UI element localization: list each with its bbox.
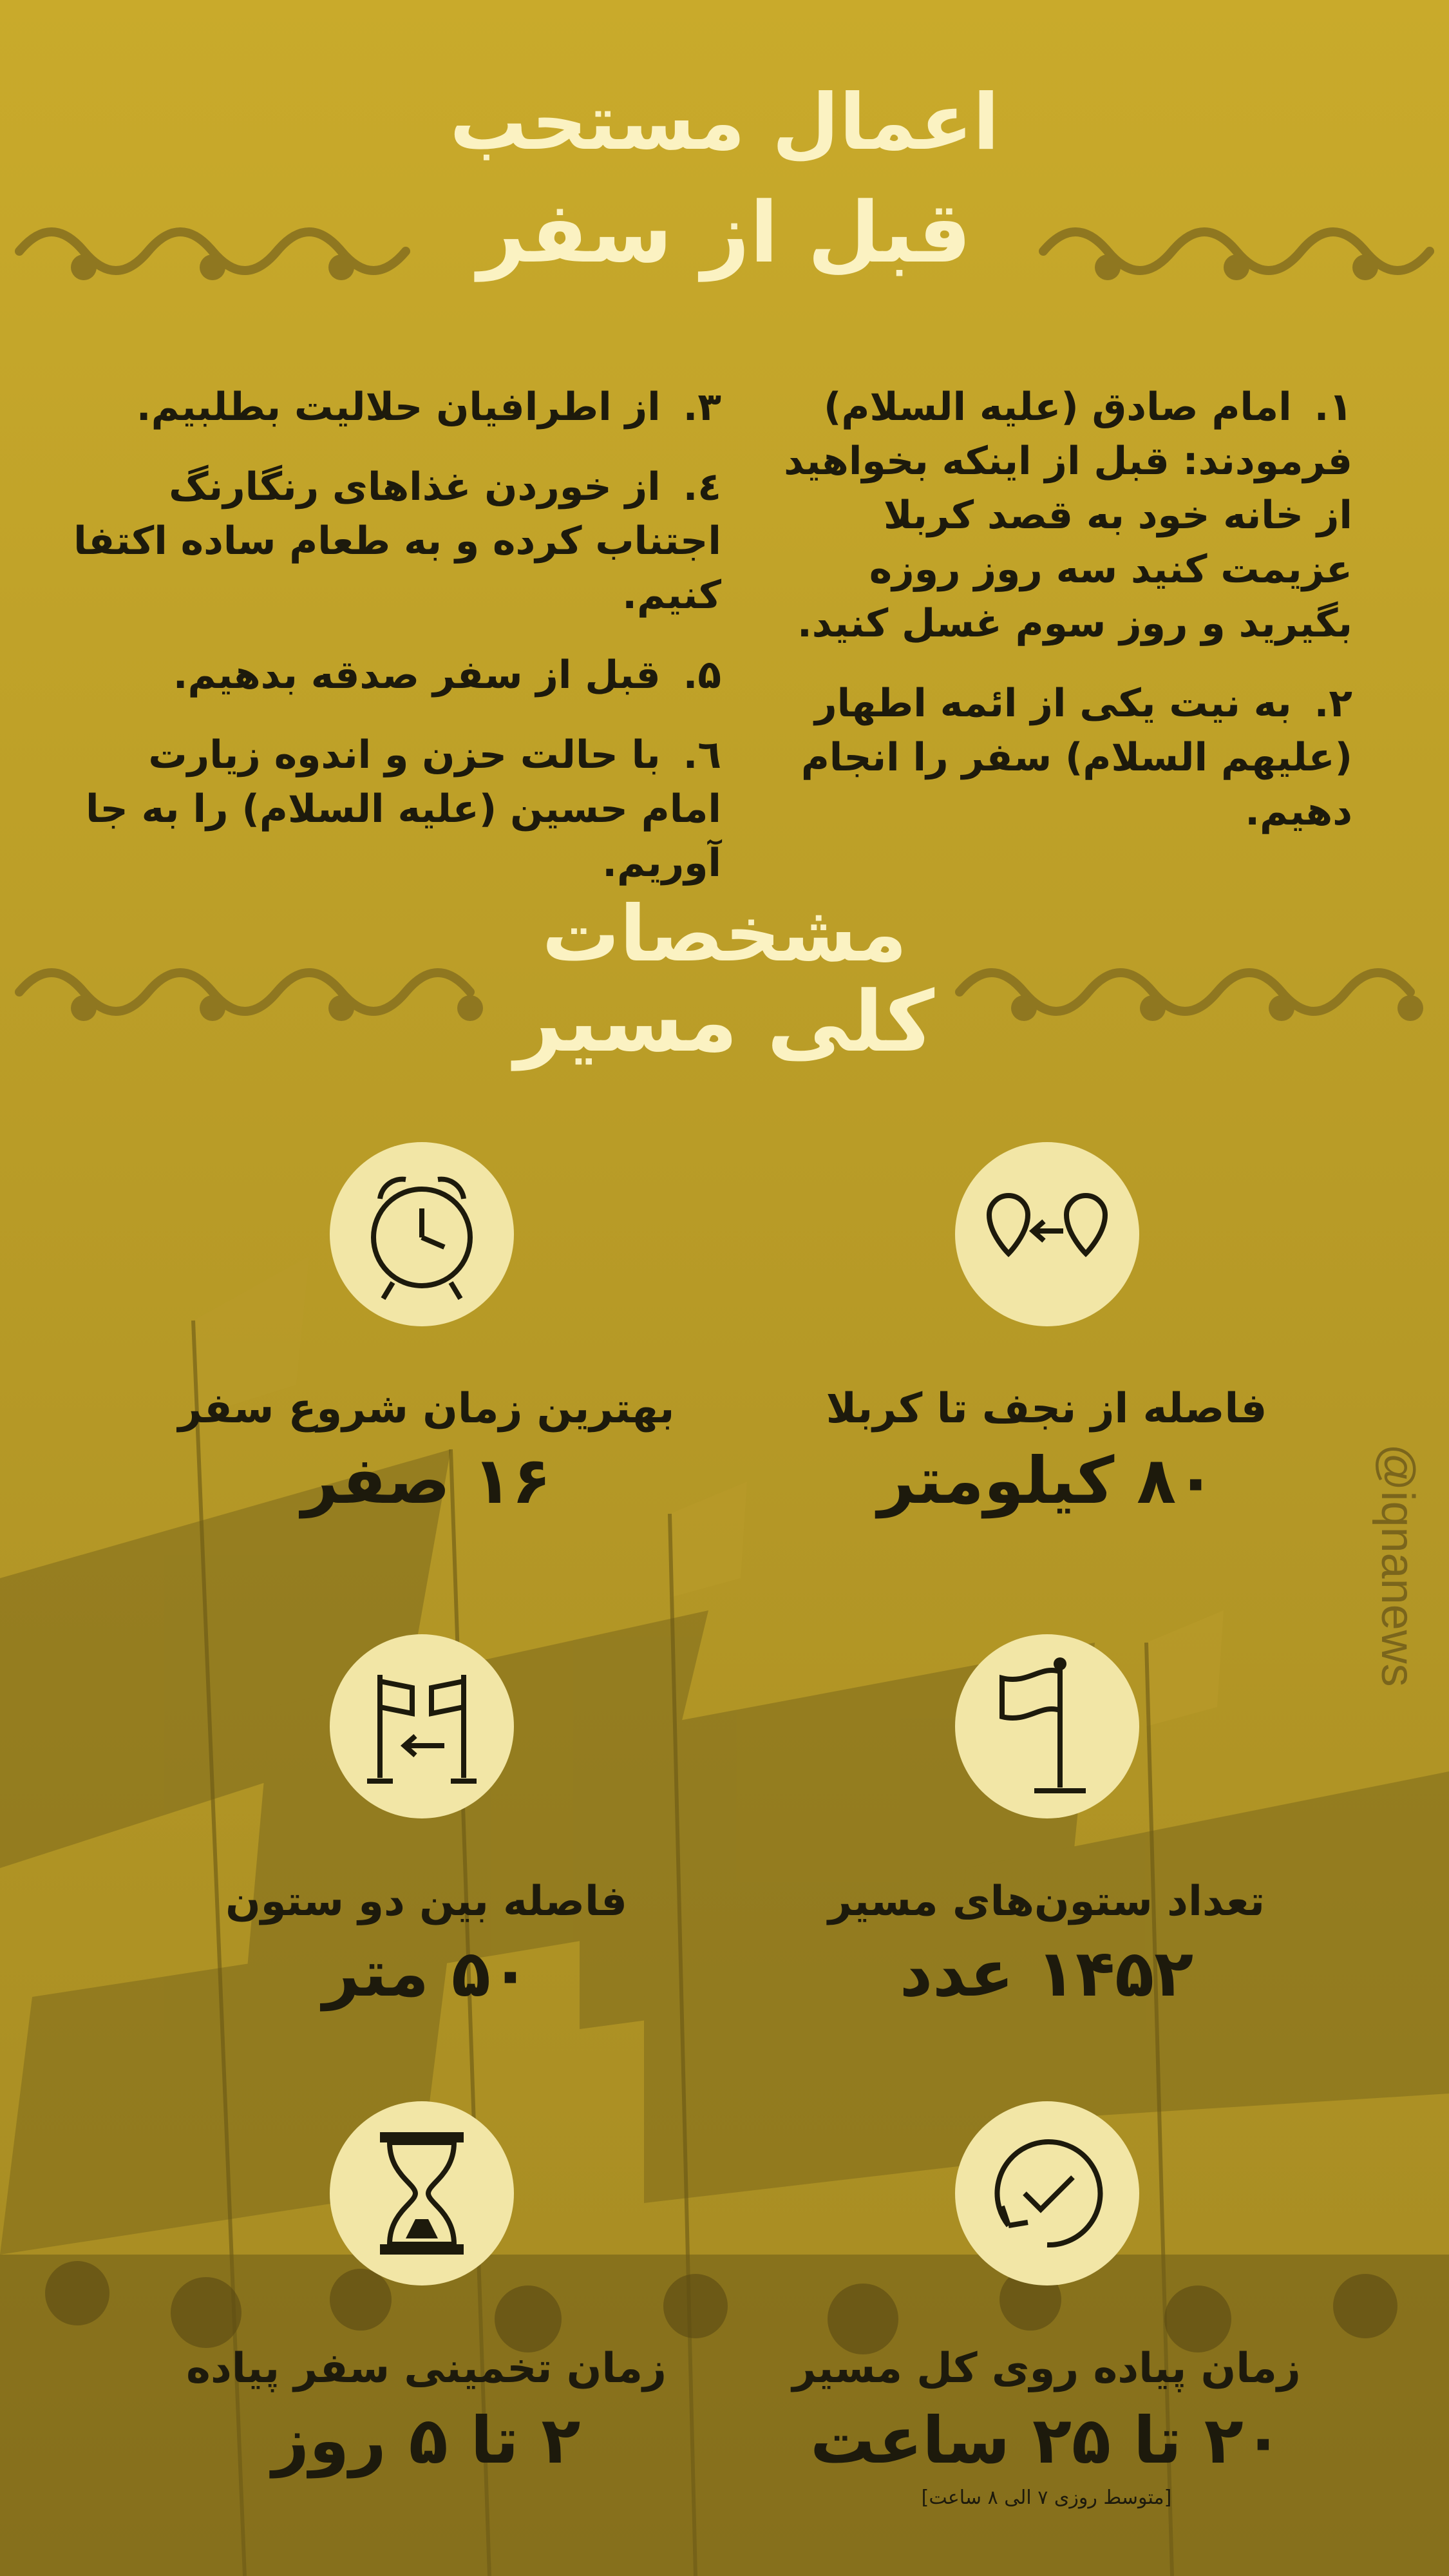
item-number: ۲. bbox=[1314, 681, 1352, 726]
stat-value: ۱۴۵۲ عدد bbox=[899, 1936, 1194, 2011]
item-text: به نیت یکی از ائمه اطهار (علیهم السلام) سفر را انجام دهیم. bbox=[800, 681, 1352, 834]
watermark-text: @iqnanews bbox=[1372, 1444, 1423, 1687]
acts-list-right bbox=[773, 380, 1352, 864]
item-number: ٤. bbox=[683, 464, 721, 510]
route-title: مشخصات bbox=[542, 890, 907, 979]
stat-icon-circle bbox=[330, 2101, 514, 2285]
stat-icon-circle bbox=[330, 1142, 514, 1326]
flag-pole-icon bbox=[989, 1652, 1105, 1800]
item-text: با حالت حزن و اندوه زیارت امام حسین (علیه السلام) را به جا آوریم. bbox=[85, 732, 721, 886]
header-title: اعمال مستحب bbox=[450, 78, 999, 167]
route-subtitle: کلی مسیر bbox=[514, 973, 935, 1071]
stat-value: ۲ تا ۵ روز bbox=[272, 2403, 581, 2478]
stat-icon-circle bbox=[955, 2101, 1139, 2285]
stat-label: تعداد ستون‌های مسیر bbox=[828, 1878, 1265, 1925]
list-item bbox=[64, 648, 721, 702]
right-ornament-icon bbox=[1037, 206, 1436, 296]
stat-label: زمان تخمینی سفر پیاده bbox=[186, 2345, 667, 2392]
hourglass-icon bbox=[377, 2129, 467, 2258]
two-poles-icon bbox=[354, 1662, 489, 1791]
stat-label: فاصله از نجف تا کربلا bbox=[826, 1385, 1267, 1433]
list-item bbox=[64, 460, 721, 622]
stat-label: فاصله بین دو ستون bbox=[225, 1878, 627, 1925]
item-text: امام صادق (علیه السلام) فرمودند: قبل از اینکه بخواهید از خانه خود به قصد کربلا عزیمت کنید سه روز روزه بگیرید و روز سوم غسل کنید. bbox=[784, 385, 1352, 646]
watermark-handle bbox=[1365, 1417, 1430, 1713]
item-text: از خوردن غذاهای رنگارنگ اجتناب کرده و به طعام ساده اکتفا کنیم. bbox=[73, 464, 721, 618]
stat-note: [متوسط روزی ۷ الی ۸ ساعت] bbox=[921, 2486, 1172, 2509]
item-number: ۵. bbox=[683, 653, 721, 698]
stat-value: ۵۰ متر bbox=[323, 1936, 530, 2011]
item-number: ۱. bbox=[1314, 385, 1352, 430]
header-subtitle: قبل از سفر bbox=[477, 184, 972, 281]
item-text: از اطرافیان حلالیت بطلبیم. bbox=[136, 385, 661, 430]
left-ornament-icon bbox=[13, 947, 502, 1037]
list-item bbox=[773, 380, 1352, 651]
right-ornament-icon bbox=[953, 947, 1436, 1037]
clock-check-icon bbox=[983, 2129, 1112, 2258]
stat-value: ۸۰ کیلومتر bbox=[877, 1443, 1216, 1518]
stat-label: زمان پیاده روی کل مسیر bbox=[792, 2345, 1301, 2392]
acts-list-left bbox=[64, 380, 721, 916]
list-item bbox=[773, 676, 1352, 839]
stat-icon-circle bbox=[330, 1634, 514, 1818]
stat-icon-circle bbox=[955, 1634, 1139, 1818]
stat-value: ۲۰ تا ۲۵ ساعت bbox=[810, 2403, 1283, 2478]
list-item bbox=[64, 728, 721, 890]
stat-icon-circle bbox=[955, 1142, 1139, 1326]
left-ornament-icon bbox=[13, 206, 412, 296]
map-pins-icon bbox=[983, 1183, 1112, 1286]
alarm-clock-icon bbox=[361, 1163, 483, 1305]
list-item bbox=[64, 380, 721, 434]
stat-value: ۱۶ صفر bbox=[301, 1443, 551, 1518]
item-number: ۳. bbox=[683, 385, 721, 430]
stat-label: بهترین زمان شروع سفر bbox=[178, 1385, 675, 1433]
item-text: قبل از سفر صدقه بدهیم. bbox=[173, 653, 661, 698]
item-number: ٦. bbox=[683, 732, 721, 778]
